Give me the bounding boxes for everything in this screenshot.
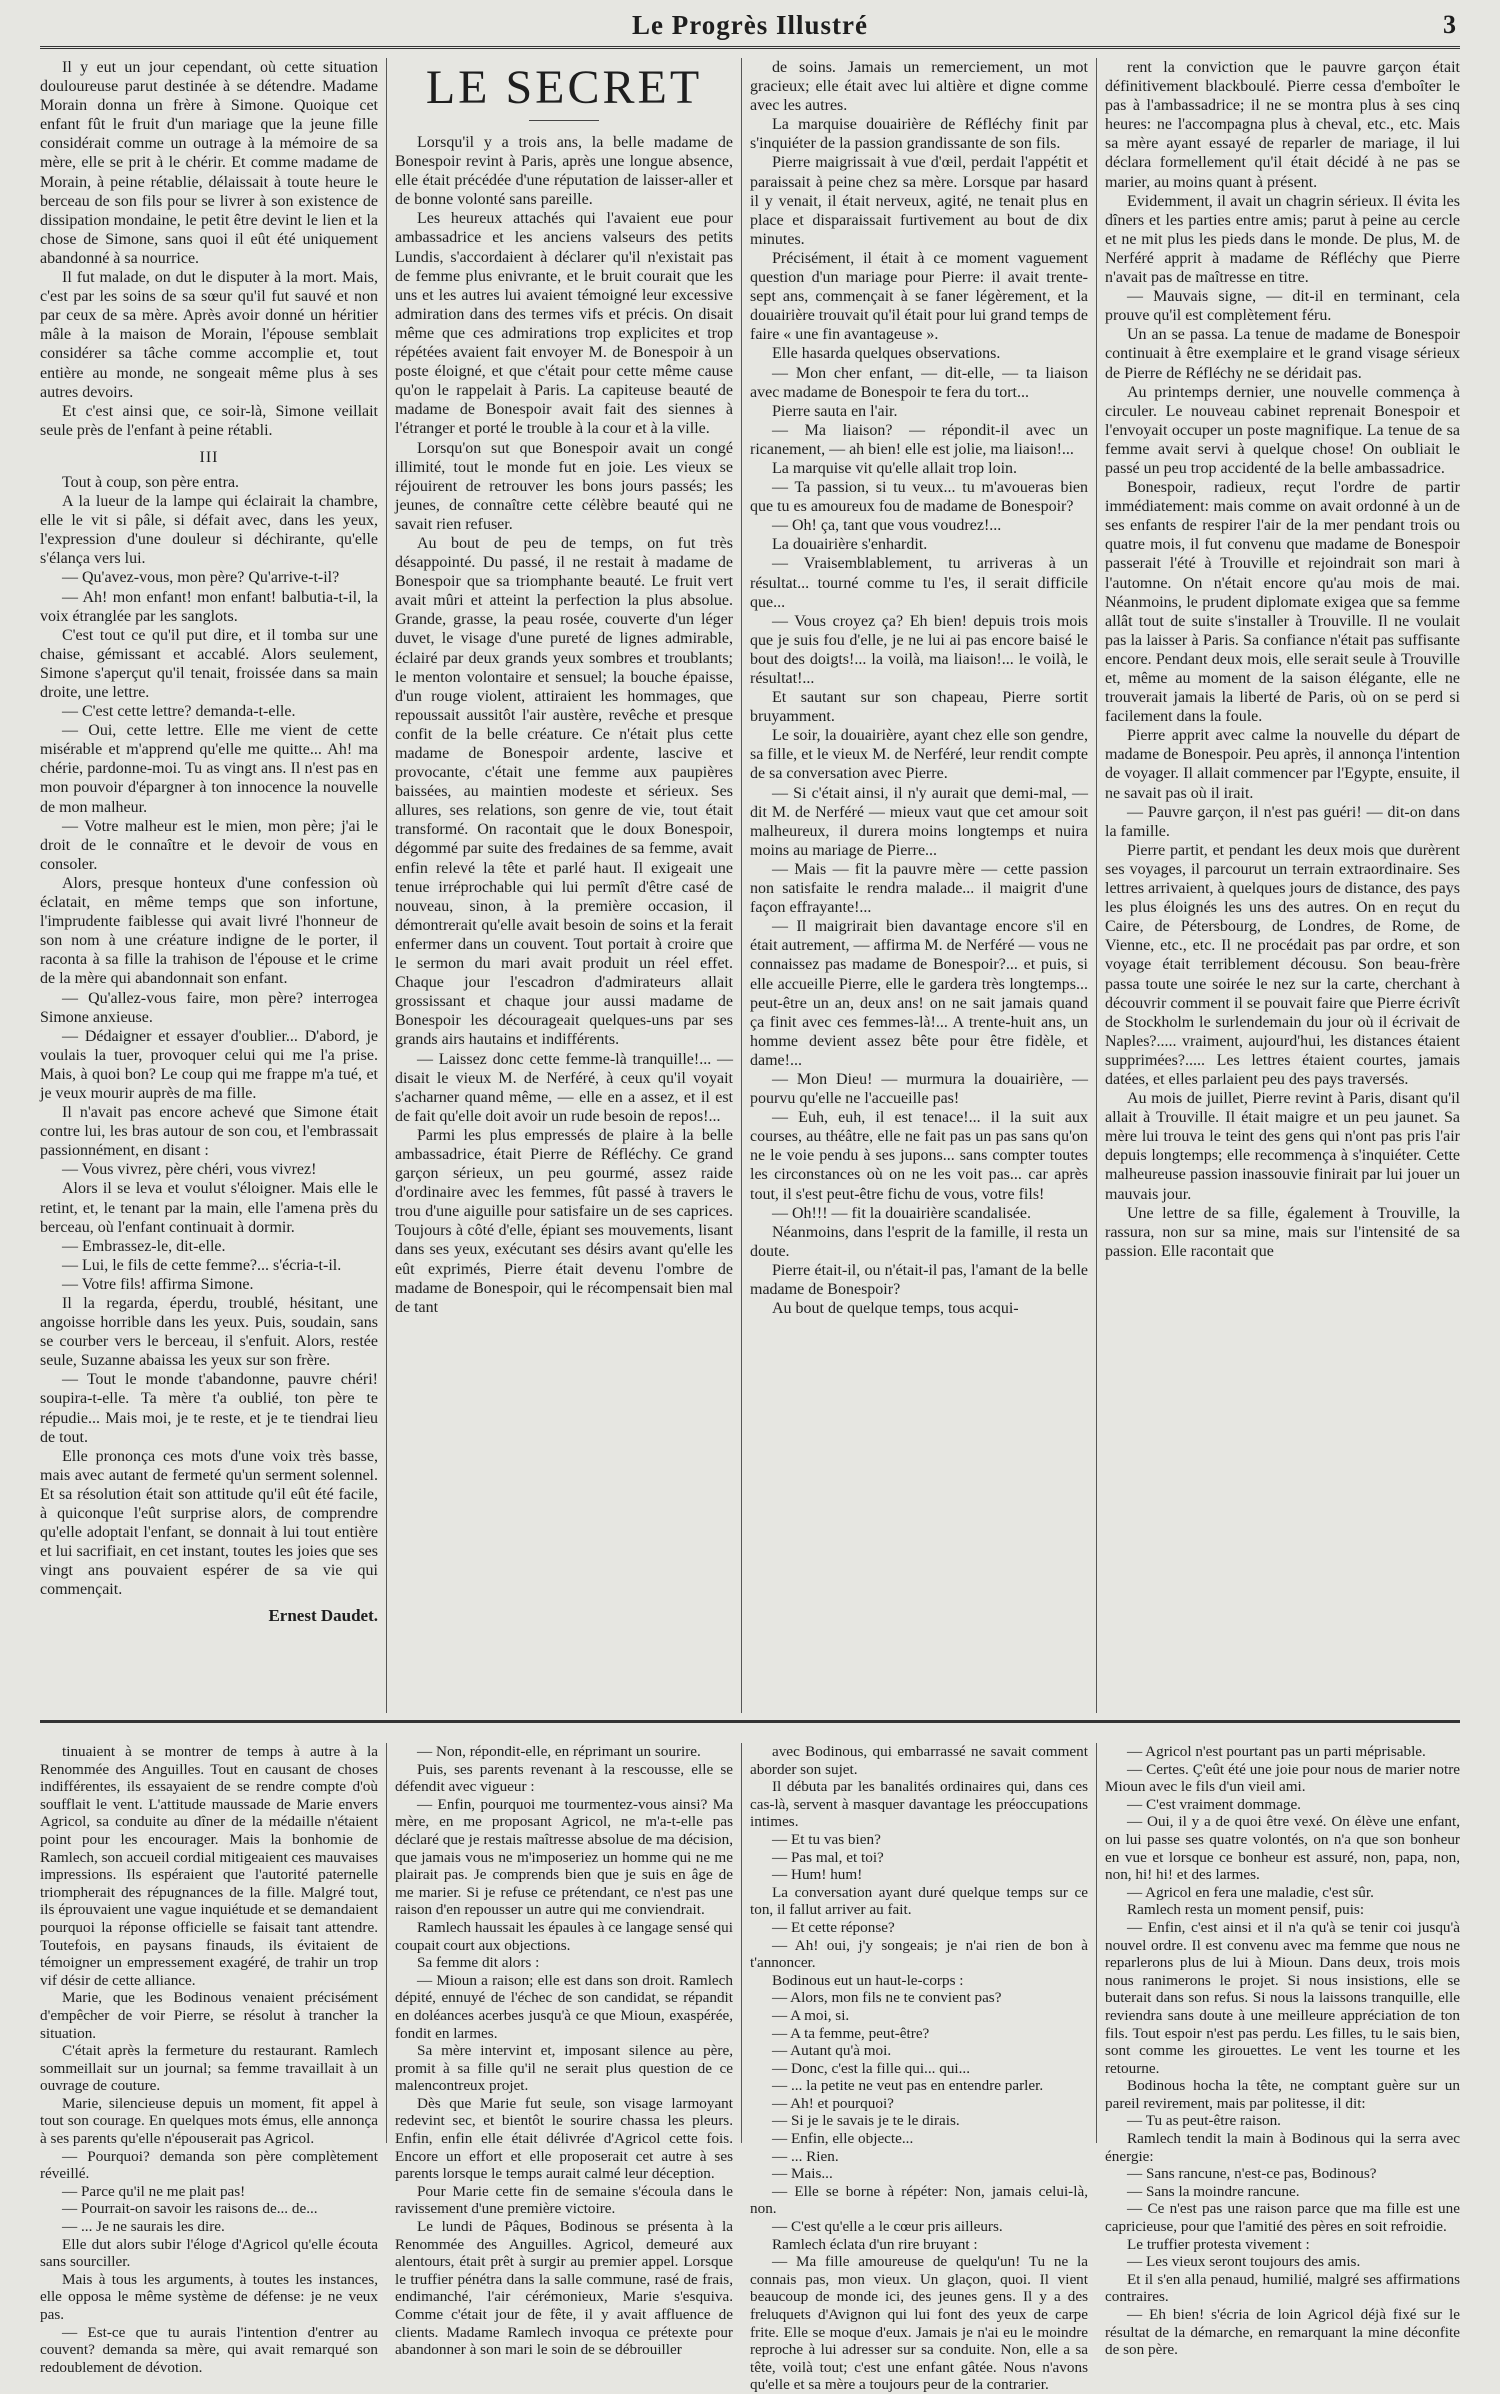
story-paragraph: — Mais — fit la pauvre mère — cette passion non satisfaite le rendra malade... il maigrit d'une façon effrayante!... <box>750 860 1088 917</box>
serial-paragraph: Marie, silencieuse depuis un moment, fit appel à tout son courage. En quelques mots émus, elle annonça à ses parents qu'elle n'épouserait pas Agricol. <box>40 2094 378 2148</box>
story-paragraph: Au bout de quelque temps, tous acqui- <box>772 1300 1019 1318</box>
serial-paragraph: — Certes. Ç'eût été une joie pour nous de marier notre Mioun avec le fils d'un vieil ami. <box>1105 1760 1460 1796</box>
serial-paragraph: — C'est qu'elle a le cœur pris ailleurs. <box>772 2218 1003 2236</box>
story-paragraph: — Tout le monde t'abandonne, pauvre chéri! soupira-t-elle. Ta mère t'a oublié, ton père te répudie... Mais moi, je te reste, et je te tiendrai lieu de tout. <box>40 1371 378 1446</box>
story-paragraph: — Pauvre garçon, il n'est pas guéri! — dit-on dans la famille. <box>1105 803 1460 840</box>
story-paragraph: Le soir, la douairière, ayant chez elle son gendre, sa fille, et le vieux M. de Nerféré, leur rendit compte de sa conversation avec Pierre. <box>750 727 1088 783</box>
story-paragraph: Evidemment, il avait un chagrin sérieux. Il évita les dîners et les parties entre amis; parut à peine au cercle et ne mit plus les pieds dans le monde. De plus, M. de Nerféré apprit à madame de Réfléchy que Pierre n'avait pas de maîtresse en titre. <box>1105 192 1460 287</box>
serial-paragraph: — Alors, mon fils ne te convient pas? <box>772 1989 1002 2007</box>
story-paragraph: rent la conviction que le pauvre garçon était définitivement blackboulé. Pierre cessa d'emboîter le pas à l'ambassadrice; il ne se montra plus à ses cinq heures: ne l'accompagna plus à cheval, etc., etc. Mais sa mère ayant essayé de reparler de mariage, il lui déclara formellement qu'il était décidé à ne pas se marier, au moins quant à présent. <box>1105 59 1460 191</box>
serial-paragraph: Puis, ses parents revenant à la rescousse, elle se défendit avec vigueur : <box>395 1760 733 1796</box>
story-paragraph: Au bout de peu de temps, on fut très désappointé. Du passé, il ne restait à madame de Bonespoir que sa triomphante beauté. Le fruit vert avait mûri et atteint la perfection la plus absolue. Grande, grasse, la peau rosée, couverte d'un léger duvet, le visage d'une pureté de lignes admirable, éclairé par deux grands yeux sombres et troublants; le menton volontaire et sensuel; la bouche épaisse, d'un rouge violent, attiraient les hommages, que repoussait aussitôt l'air austère, revêche et presque confit de la belle créature. Ce n'était plus cette madame de Bonespoir ardente, lascive et provocante, c'était une femme aux paupières baissées, au maintien modeste et sérieux. Ses allures, ses relations, son genre de vie, tout était transformé. On racontait que le doux Bonespoir, dégommé par suite des fredaines de sa femme, avait enfin relevé la tête et parlé haut. Il exigeait une tenue irréprochable qui lui permît d'être casé de nouveau, sinon, à la première occasion, il démontrerait qu'elle avait besoin de soins et la ferait enfermer dans un couvent. Tout portait à croire que le sermon du mari avait produit un réel effet. Chaque jour l'escadron d'admirateurs allait grossissant et chaque jour aussi madame de Bonespoir les décourageait quelques-uns par ses grands airs hautains et indifférents. <box>395 534 733 1049</box>
story-paragraph: — Vraisemblablement, tu arriveras à un résultat... tourné comme tu l'es, il serait difficile que... <box>750 555 1088 611</box>
serial-paragraph: — Et tu vas bien? <box>772 1830 881 1848</box>
serial-paragraph: — Pourrait-on savoir les raisons de... de... <box>62 2200 318 2218</box>
story-paragraph: — Mon Dieu! — murmura la douairière, — pourvu qu'elle ne l'accueille pas! <box>750 1070 1088 1108</box>
serial-paragraph: — Sans rancune, n'est-ce pas, Bodinous? <box>1127 2165 1377 2183</box>
story-paragraph: Elle hasarda quelques observations. <box>772 345 1001 363</box>
serial-paragraph: — Sans la moindre rancune. <box>1127 2182 1300 2200</box>
serial-paragraph: — Ah! et pourquoi? <box>772 2094 894 2112</box>
story-paragraph: C'est tout ce qu'il put dire, et il tomba sur une chaise, gémissant et accablé. Alors seulement, Simone s'aperçut qu'il tenait, froissée dans sa main droite, une lettre. <box>40 626 378 701</box>
serial-paragraph: Il débuta par les banalités ordinaires qui, dans ces cas-là, servent à masquer davantage les préoccupations intimes. <box>750 1778 1088 1831</box>
serial-paragraph: — ... Rien. <box>772 2147 839 2165</box>
serial-section <box>40 1743 1460 2394</box>
story-paragraph: Pierre sauta en l'air. <box>772 402 898 420</box>
story-paragraph: Pierre maigrissait à vue d'œil, perdait l'appétit et paraissait à peine chez sa mère. Lorsque par hasard il y venait, il était nerveux, agité, ne tenait plus en place et disparaissait furtivement au bout de dix minutes. <box>750 154 1088 248</box>
serial-paragraph: Sa mère intervint et, imposant silence au père, promit à sa fille qu'il ne serait plus question de ce malencontreux projet. <box>395 2042 733 2095</box>
story-paragraph: Et sautant sur son chapeau, Pierre sortit bruyamment. <box>750 689 1088 726</box>
serial-paragraph: — Les vieux seront toujours des amis. <box>1127 2253 1361 2271</box>
serial-paragraph: — C'est vraiment dommage. <box>1127 1795 1301 1813</box>
story-paragraph: — Si c'était ainsi, il n'y aurait que demi-mal, — dit M. de Nerféré — mieux vaut que cet amour soit malheureux, il durera moins longtemps et nuira moins au mariage de Pierre... <box>750 784 1088 859</box>
story-paragraph: — Qu'avez-vous, mon père? Qu'arrive-t-il? <box>62 569 340 587</box>
story-paragraph: de soins. Jamais un remerciement, un mot gracieux; elle était avec lui altière et digne comme avec les autres. <box>750 59 1088 115</box>
story-paragraph: — Mon cher enfant, — dit-elle, — ta liaison avec madame de Bonespoir te fera du tort... <box>750 364 1088 401</box>
story-paragraph: Et c'est ainsi que, ce soir-là, Simone veillait seule près de l'enfant à peine rétabli. <box>40 402 378 439</box>
serial-paragraph: Le truffier protesta vivement : <box>1127 2235 1310 2253</box>
serial-paragraph: Marie, que les Bodinous venaient précisément d'empêcher de voir Pierre, se résolut à trancher la situation. <box>40 1989 378 2042</box>
story-section <box>40 58 1460 1713</box>
serial-column-4 <box>1105 1743 1460 2359</box>
story-paragraph: — Votre fils! affirma Simone. <box>62 1275 254 1293</box>
story-paragraph: — Oh!!! — fit la douairière scandalisée. <box>772 1204 1032 1222</box>
column-rule <box>1096 58 1097 1713</box>
serial-paragraph: Mais à tous les arguments, à toutes les instances, elle opposa le même système de défense: je ne veux pas. <box>40 2270 378 2323</box>
serial-paragraph: Et il s'en alla penaud, humilié, malgré ses affirmations contraires. <box>1105 2270 1460 2306</box>
serial-paragraph: — A moi, si. <box>772 2006 850 2024</box>
serial-paragraph: La conversation ayant duré quelque temps sur ce ton, il fallut arriver au fait. <box>750 1883 1088 1919</box>
serial-paragraph: Bodinous hocha la tête, ne comptant guère sur un pareil revirement, mais par politesse, il dit: <box>1105 2077 1460 2112</box>
story-paragraph: Il fut malade, on dut le disputer à la mort. Mais, c'est par les soins de sa sœur qu'il fut sauvé et non par ceux de sa mère. Après avoir donné un héritier mâle à la maison de Morain, l'épouse semblait considérer sa tâche comme accomplie et, tout entière au monde, ne songeait même plus à ses autres devoirs. <box>40 269 378 401</box>
story-column-3 <box>750 58 1088 1713</box>
story-paragraph: Pierre partit, et pendant les deux mois que durèrent ses voyages, il parcourut un terrain extraordinaire. Ses lettres arrivaient, à quelques jours de distance, des pays les plus éloignés les uns des autres. On en reçut du Caire, de Pétersbourg, de Londres, de Rome, de Vienne, etc., etc. Il ne procédait pas par ordre, et son voyage était terriblement décousu. Son beau-frère passa toute une soirée le nez sur la carte, cherchant à découvrir comment il se pouvait faire que Pierre écrivît de Stockholm le surlendemain du jour où il écrivait de Naples?..... vraiment, aujourd'hui, les distances étaient supprimées?..... Les lettres étaient courtes, jamais datées, et elles parlaient peu des pays traversés. <box>1105 841 1460 1088</box>
story-paragraph: Une lettre de sa fille, également à Trouville, la rassura, non sur sa mine, mais sur l'intensité de sa passion. Elle racontait que <box>1105 1204 1460 1260</box>
story-paragraph: Elle prononça ces mots d'une voix très basse, mais avec autant de fermeté qu'un serment solennel. Et sa résolution était son attitude qu'il eût été facile, à quiconque l'eût surprise alors, de comprendre qu'elle adoptait l'enfant, se donnait à lui tout entière et lui sacrifiait, en cet instant, toutes les joies que ses vingt ans pouvaient espérer de sa vie qui commençait. <box>40 1447 378 1599</box>
serial-paragraph: — Autant qu'à moi. <box>772 2042 892 2060</box>
serial-paragraph: — Elle se borne à répéter: Non, jamais celui-là, non. <box>750 2182 1088 2218</box>
story-paragraph: La marquise vit qu'elle allait trop loin. <box>772 459 1018 477</box>
serial-paragraph: Ramlech resta un moment pensif, puis: <box>1127 1901 1365 1919</box>
story-paragraph: Il la regarda, éperdu, troublé, hésitant, une angoisse horrible dans les yeux. Puis, soudain, sans se courber vers le berceau, il s'enfuit. Alors, restée seule, Suzanne abaissa les yeux sur son frère. <box>40 1295 378 1370</box>
story-paragraph: — Oui, cette lettre. Elle me vient de cette misérable et m'apprend qu'elle me quitte... Ah! ma chérie, pardonne-moi. Tu as vingt ans. Il n'est pas en mon pouvoir d'épargner à ton innocence la nouvelle de mon malheur. <box>40 722 378 816</box>
serial-paragraph: Ramlech tendit la main à Bodinous qui la serra avec énergie: <box>1105 2130 1460 2165</box>
story-paragraph: — Oh! ça, tant que vous voudrez!... <box>772 517 1002 535</box>
column-rule <box>1096 1743 1097 2143</box>
story-paragraph: Bonespoir, radieux, reçut l'ordre de partir immédiatement: mais comme on avait ordonné à un de ses enfants de respirer l'air de la mer pendant trois ou quatre mois, il fut convenu que madame de Bonespoir passerait l'été à Trouville et rejoindrait son mari à l'automne. On n'était encore qu'au mois de mai. Néanmoins, le prudent diplomate exigea que sa femme allât tout de suite s'installer à Trouville. Il ne voulait pas la laisser à Paris. Sa confiance n'était pas suffisante encore. Pendant deux mois, elle serait seule à Trouville et, même au moment de la saison élégante, elle ne trouverait jamais la liberté de Paris, où on se perd si facilement dans la foule. <box>1105 479 1460 726</box>
story-paragraph: — Ma liaison? — répondit-il avec un ricanement, — ah bien! elle est jolie, ma liaison!... <box>750 421 1088 458</box>
story-paragraph: — Dédaigner et essayer d'oublier... D'abord, je voulais la tuer, provoquer celui qui me l'a prise. Mais, à quoi bon? Le coup qui me frappe m'a tué, et je veux mourir auprès de ma fille. <box>40 1027 378 1102</box>
story-paragraph: Les heureux attachés qui l'avaient eue pour ambassadrice et les anciens valseurs des petits Lundis, s'accordaient à déclarer qu'il n'existait pas de femme plus enivrante, et le bruit courait que les uns et les autres lui avaient témoigné leur excessive admiration dans des termes vifs et précis. On disait même que ces admirations trop explicites et trop répétées avaient fait envoyer M. de Bonespoir à un poste éloigné, et que c'était pour cette même cause qu'on le rappelait à Paris. La capiteuse beauté de madame de Bonespoir avait fait des siennes à l'étranger et porté le trouble à la cour et à la ville. <box>395 210 733 438</box>
serial-paragraph: Le lundi de Pâques, Bodinous se présenta à la Renommée des Anguilles. Agricol, demeuré aux alentours, était prêt à surgir au premier appel. Lorsque le truffier pénétra dans la salle commune, rasé de frais, endimanché, l'air cérémonieux, Marie s'esquiva. Comme c'était jour de fête, il y avait affluence de clients. Madame Ramlech invoqua ce prétexte pour abandonner à son mari le soin de se débrouiller <box>395 2218 733 2359</box>
story-paragraph: Il n'avait pas encore achevé que Simone était contre lui, les bras autour de son cou, et l'embrassait passionnément, en disant : <box>40 1104 378 1160</box>
story-paragraph: La marquise douairière de Réfléchy finit par s'inquiéter de la passion grandissante de son fils. <box>750 116 1088 153</box>
story-paragraph: — Euh, euh, il est tenace!... il la suit aux courses, au théâtre, elle ne fait pas un pas sans qu'on ne le voie pendu à ses jupons... sans compter toutes les circonstances où on ne les voit pas... car après tout, il s'est peut-être fichu de vous, votre fils! <box>750 1109 1088 1203</box>
story-paragraph: Précisément, il était à ce moment vaguement question d'un mariage pour Pierre: il avait trente-sept ans, commençait à se faner légèrement, et la douairière trouvait qu'il était pour lui grand temps de faire « une fin avantageuse ». <box>750 249 1088 344</box>
story-paragraph: A la lueur de la lampe qui éclairait la chambre, elle le vit si pâle, si défait avec, dans les yeux, l'expression d'une douleur si déchirante, qu'elle s'élança vers lui. <box>40 493 378 568</box>
serial-paragraph: — Mioun a raison; elle est dans son droit. Ramlech dépité, ennuyé de l'échec de son candidat, se répandit en doléances acerbes jusqu'à ce que Mioun, exaspérée, fondit en larmes. <box>395 1971 733 2042</box>
serial-paragraph: — Tu as peut-être raison. <box>1127 2112 1281 2130</box>
column-rule <box>386 1743 387 2143</box>
story-paragraph: Alors, presque honteux d'une confession où éclatait, en même temps que son infortune, l'imprudente faiblesse qui avait livré l'honneur de son nom à une créature indigne de le porter, il raconta à sa fille la trahison de l'épouse et le crime de la mère qui abandonnait son enfant. <box>40 874 378 988</box>
serial-paragraph: — Et cette réponse? <box>772 1918 895 1936</box>
story-paragraph: Néanmoins, dans l'esprit de la famille, il resta un doute. <box>750 1223 1088 1260</box>
story-paragraph: Alors il se leva et voulut s'éloigner. Mais elle le retint, et, le tenant par la main, elle l'amena près du berceau, où l'enfant continuait à dormir. <box>40 1180 378 1236</box>
story-column-1 <box>40 58 378 1713</box>
serial-paragraph: — Ah! oui, j'y songeais; je n'ai rien de bon à t'annoncer. <box>750 1936 1088 1972</box>
story-column-4 <box>1105 58 1460 1713</box>
page-number: 3 <box>1443 10 1456 39</box>
serial-paragraph: — Oui, il y a de quoi être vexé. On élève une enfant, on lui passe ses quatre volontés, on n'a que son bonheur en vue et lorsque ce bonheur est assuré, non, papa, non, non, hi! hi! et des larmes. <box>1105 1813 1460 1884</box>
story-column-2 <box>395 58 733 1713</box>
story-paragraph: — Qu'allez-vous faire, mon père? interrogea Simone anxieuse. <box>40 989 378 1026</box>
serial-paragraph: — Ce n'est pas une raison parce que ma fille est une capricieuse, pour que l'amitié des pères en soit refroidie. <box>1105 2200 1460 2236</box>
serial-column-1 <box>40 1743 378 2376</box>
serial-paragraph: — Mais... <box>772 2165 833 2183</box>
story-title: LE SECRET <box>425 61 703 114</box>
story-paragraph: Il y eut un jour cependant, où cette situation douloureuse parut destinée à se détendre. Madame Morain donna un frère à Simone. Quoique cet enfant fût le fruit d'un mariage que la jeune fille considérait comme un outrage à la mémoire de sa mère, elle se prit à le chérir. Et comme madame de Morain, à peine rétablie, délaissait à toute heure le berceau de son fils pour se livrer à son existence de dissipation mondaine, le petit être devint le lien et la chose de Simone, sans quoi il eût été uniquement abandonné à sa nourrice. <box>40 59 378 267</box>
serial-paragraph: Ramlech éclata d'un rire bruyant : <box>772 2235 978 2253</box>
serial-paragraph: — Parce qu'il ne me plait pas! <box>62 2182 246 2200</box>
serial-paragraph: C'était après la fermeture du restaurant. Ramlech sommeillait sur un journal; sa femme travaillait à un ouvrage de couture. <box>40 2042 378 2095</box>
story-paragraph: Lorsqu'on sut que Bonespoir avait un congé illimité, tout le monde fut en joie. Les vieux se réjouirent de retrouver les bons jours passés; les jeunes, de connaître cette célèbre beauté qui ne savait rien refuser. <box>395 439 733 533</box>
serial-paragraph: — Pas mal, et toi? <box>772 1848 884 1866</box>
serial-paragraph: — Non, répondit-elle, en réprimant un sourire. <box>417 1743 701 1760</box>
feuilleton-separator <box>40 1720 1460 1723</box>
serial-paragraph: — Ma fille amoureuse de quelqu'un! Tu ne la connais pas, mon vieux. Un glaçon, quoi. Il vient beaucoup de monde ici, des jeunes gens. Il y a des freluquets d'Avignon qui lui font des yeux de carpe frite. Elle se moque d'eux. Jamais je n'ai eu le moindre reproche à lui adresser sur sa conduite. Non, elle a sa tête, voilà tout; c'est une enfant gâtée. Nous n'avons qu'elle et sa mère a toujours peur de la contrarier. <box>750 2253 1088 2394</box>
story-paragraph: — Laissez donc cette femme-là tranquille!... — disait le vieux M. de Nerféré, à ceux qu'il voyait s'acharner quand même, — elle en a assez, et il est de fait qu'elle doit avoir un rude besoin de repos!... <box>395 1050 733 1125</box>
serial-column-3 <box>750 1743 1088 2394</box>
page-header <box>40 6 1460 49</box>
serial-paragraph: Dès que Marie fut seule, son visage larmoyant redevint sec, et bientôt le sourire chassa les pleurs. Enfin, enfin elle était délivrée d'Agricol cette fois. Encore un effort et elle proposerait cet autre à ses parents lorsque le temps aurait calmé leur déception. <box>395 2094 733 2183</box>
serial-paragraph: Pour Marie cette fin de semaine s'écoula dans le ravissement d'une première victoire. <box>395 2182 733 2218</box>
story-paragraph: — Vous vivrez, père chéri, vous vivrez! <box>62 1161 317 1179</box>
story-paragraph: Parmi les plus empressés de plaire à la belle ambassadrice, était Pierre de Réfléchy. Ce grand garçon sérieux, un peu gourmé, assez raide d'ordinaire avec les femmes, fût passé à travers le trou d'une aiguille pour satisfaire un de ses caprices. Toujours à côté d'elle, épiant ses mouvements, lisant dans ses yeux, exécutant ses désirs avant qu'elle les eût exprimés, Pierre était devenu l'ombre de madame de Bonespoir, qui le récompensait bien mal de tant <box>395 1126 733 1316</box>
story-paragraph: Pierre était-il, ou n'était-il pas, l'amant de la belle madame de Bonespoir? <box>750 1261 1088 1298</box>
story-paragraph: — C'est cette lettre? demanda-t-elle. <box>62 703 296 721</box>
serial-paragraph: — Enfin, pourquoi me tourmentez-vous ainsi? Ma mère, en me proposant Agricol, ne m'a-t-elle pas déclaré que je restais maîtresse absolue de ma décision, que jamais vous ne m'imposeriez un homme qui ne me plairait pas. Je comprends bien que je suis en âge de me marier. Si je refuse ce prétendant, ce n'est pas une raison d'en repousser un autre qui me conviendrait. <box>395 1795 733 1919</box>
serial-paragraph: — ... Je ne saurais les dire. <box>62 2218 225 2236</box>
story-paragraph: La douairière s'enhardit. <box>772 536 928 554</box>
story-paragraph: Au printemps dernier, une nouvelle commença à circuler. Le nouveau cabinet reprenait Bonespoir et l'envoyait occuper un poste magnifique. La tenue de sa femme avait servi à quelque chose! On oubliait le passé un peu trop accidenté de la belle ambassadrice. <box>1105 383 1460 477</box>
serial-paragraph: — Eh bien! s'écria de loin Agricol déjà fixé sur le résultat de la démarche, en remarquant la mine déconfite de son père. <box>1105 2306 1460 2359</box>
story-paragraph: Lorsqu'il y a trois ans, la belle madame de Bonespoir revint à Paris, après une longue absence, elle était précédée d'une réputation de laisser-aller et de bonne volonté sans pareille. <box>395 134 733 209</box>
serial-paragraph: — A ta femme, peut-être? <box>772 2024 930 2042</box>
serial-paragraph: — Est-ce que tu aurais l'intention d'entrer au couvent? demanda sa mère, qui avait remarqué son redoublement de dévotion. <box>40 2323 378 2376</box>
serial-paragraph: Elle dut alors subir l'éloge d'Agricol qu'elle écouta sans sourciller. <box>40 2235 378 2271</box>
serial-paragraph: — Donc, c'est la fille qui... qui... <box>772 2059 971 2077</box>
serial-paragraph: — Enfin, elle objecte... <box>772 2130 914 2148</box>
serial-paragraph: Ramlech haussait les épaules à ce langage sensé qui coupait court aux objections. <box>395 1918 733 1954</box>
story-paragraph: Au mois de juillet, Pierre revint à Paris, disant qu'il allait à Trouville. Il était maigre et un peu jaunet. Sa mère lui trouva le teint des gens qui n'ont pas pris l'air depuis longtemps; elle recommença à s'inquiéter. Cette malheureuse passion inassouvie finirait par lui jouer un mauvais jour. <box>1105 1090 1460 1203</box>
title-divider <box>529 120 599 121</box>
serial-paragraph: Bodinous eut un haut-le-corps : <box>772 1971 964 1989</box>
serial-paragraph: Sa femme dit alors : <box>417 1954 540 1972</box>
story-paragraph: — Vous croyez ça? Eh bien! depuis trois mois que je suis fou d'elle, je ne lui ai pas encore baisé le bout des doigts!... la voilà, ma liaison!... le voilà, le résultat!... <box>750 612 1088 687</box>
serial-paragraph: — Hum! hum! <box>772 1866 863 1884</box>
serial-paragraph: — Si je le savais je te le dirais. <box>772 2112 960 2130</box>
masthead: Le Progrès Illustré <box>632 10 868 40</box>
serial-paragraph: — Pourquoi? demanda son père complètement réveillé. <box>40 2147 378 2183</box>
serial-paragraph: tinuaient à se montrer de temps à autre à la Renommée des Anguilles. Tout en causant de choses indifférentes, ils essayaient de se rendre compte d'où soufflait le vent. L'attitude maussade de Marie envers Agricol, sa conduite au dîner de la médaille n'étaient point pour les encourager. Mais la bonhomie de Ramlech, son accueil cordial mitigeaient ces mauvaises impressions. Ils espéraient que l'autorité paternelle triompherait des répugnances de la fille. Malgré tout, ils éprouvaient une vague inquiétude et se demandaient pourquoi la réponse officielle se faisait tant attendre. Toutefois, en paysans finauds, ils évitaient de témoigner un empressement exagéré, de trahir un trop vif désir de cette alliance. <box>40 1743 378 1989</box>
story-paragraph: — Lui, le fils de cette femme?... s'écria-t-il. <box>62 1256 342 1274</box>
column-rule <box>741 58 742 1713</box>
serial-paragraph: avec Bodinous, qui embarrassé ne savait comment aborder son sujet. <box>750 1743 1088 1778</box>
story-paragraph: Tout à coup, son père entra. <box>62 473 240 491</box>
serial-paragraph: — Enfin, c'est ainsi et il n'a qu'à se tenir coi jusqu'à nouvel ordre. Il est convenu avec ma femme que nous ne reparlerons plus de lui à Mioun. Dans deux, trois mois nous ranimerons le projet. Si nous insistions, elle se buterait dans son refus. Si nous la laissons tranquille, elle reviendra sans doute à une meilleure appréciation de ton fils. Tout espoir n'est pas perdu. Les filles, tu le sais bien, sont comme les girouettes. Le vent les tourne et les retourne. <box>1105 1918 1460 2077</box>
story-paragraph: — Votre malheur est le mien, mon père; j'ai le droit de le connaître et le devoir de vous en consoler. <box>40 817 378 873</box>
story-paragraph: — Il maigrirait bien davantage encore s'il en était autrement, — affirma M. de Nerféré — vous ne connaissez pas madame de Bonespoir?... et puis, si elle accueille Pierre, elle le gardera très longtemps... peut-être un an, deux ans! on ne sait jamais quand ça finit avec ces femmes-là!... A trente-huit ans, un homme devient assez bête pour être fidèle, et dame!... <box>750 918 1088 1069</box>
story-paragraph: — Ta passion, si tu veux... tu m'avoueras bien que tu es amoureux fou de madame de Bonespoir? <box>750 479 1088 516</box>
story-paragraph: Pierre apprit avec calme la nouvelle du départ de madame de Bonespoir. Peu après, il annonça l'intention de voyager. Il allait commencer par l'Egypte, ensuite, il ne savait pas où il irait. <box>1105 727 1460 802</box>
story-paragraph: — Mauvais signe, — dit-il en terminant, cela prouve qu'il est complètement féru. <box>1105 288 1460 325</box>
story-paragraph: — Embrassez-le, dit-elle. <box>62 1237 226 1255</box>
serial-paragraph: — ... la petite ne veut pas en entendre parler. <box>772 2077 1044 2095</box>
section-number: III <box>199 448 219 466</box>
serial-paragraph: — Agricol en fera une maladie, c'est sûr. <box>1127 1883 1374 1901</box>
serial-paragraph: — Agricol n'est pourtant pas un parti méprisable. <box>1127 1743 1426 1760</box>
column-rule <box>386 58 387 1713</box>
serial-column-2 <box>395 1743 733 2359</box>
column-rule <box>741 1743 742 2143</box>
story-paragraph: — Ah! mon enfant! mon enfant! balbutia-t-il, la voix étranglée par les sanglots. <box>40 588 378 625</box>
author-signature: Ernest Daudet. <box>268 1605 378 1625</box>
story-paragraph: Un an se passa. La tenue de madame de Bonespoir continuait à être exemplaire et le grand visage sérieux de Pierre de Réfléchy ne se déridait pas. <box>1105 326 1460 382</box>
